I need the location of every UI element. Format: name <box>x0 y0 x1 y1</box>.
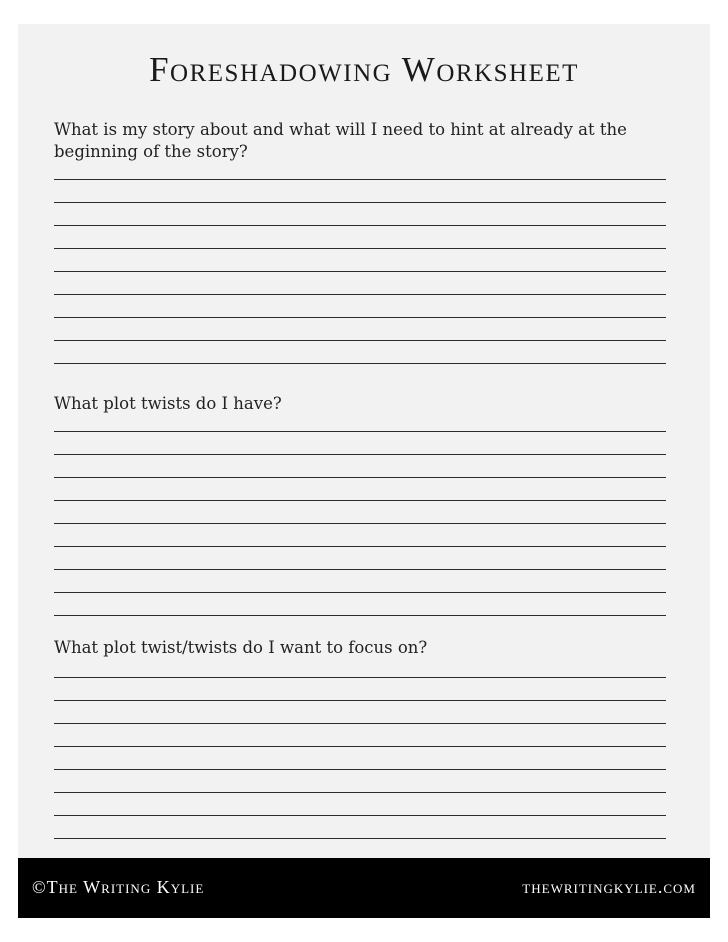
answer-line[interactable] <box>54 431 666 432</box>
answer-line[interactable] <box>54 454 666 455</box>
answer-line[interactable] <box>54 615 666 616</box>
footer-copyright: ©The Writing Kylie <box>32 877 205 897</box>
answer-line[interactable] <box>54 815 666 816</box>
worksheet-page <box>18 24 710 918</box>
answer-line[interactable] <box>54 592 666 593</box>
section-plot-twists <box>54 393 666 415</box>
answer-line[interactable] <box>54 179 666 180</box>
answer-line[interactable] <box>54 294 666 295</box>
answer-line[interactable] <box>54 838 666 839</box>
section-story-hints <box>54 119 666 163</box>
answer-line[interactable] <box>54 271 666 272</box>
answer-line[interactable] <box>54 500 666 501</box>
answer-line[interactable] <box>54 317 666 318</box>
answer-line[interactable] <box>54 723 666 724</box>
answer-line[interactable] <box>54 363 666 364</box>
answer-line[interactable] <box>54 202 666 203</box>
answer-line[interactable] <box>54 769 666 770</box>
answer-line[interactable] <box>54 477 666 478</box>
answer-line[interactable] <box>54 225 666 226</box>
answer-line[interactable] <box>54 546 666 547</box>
section-focus-twists <box>54 637 666 659</box>
answer-line[interactable] <box>54 677 666 678</box>
worksheet-title: Foreshadowing Worksheet <box>149 50 579 89</box>
answer-line[interactable] <box>54 700 666 701</box>
answer-line[interactable] <box>54 792 666 793</box>
question-focus-twists: What plot twist/twists do I want to focus on? <box>54 638 428 657</box>
footer-website-link[interactable]: thewritingkylie.com <box>522 877 696 897</box>
answer-line[interactable] <box>54 523 666 524</box>
answer-line[interactable] <box>54 746 666 747</box>
answer-line[interactable] <box>54 569 666 570</box>
answer-line[interactable] <box>54 340 666 341</box>
question-plot-twists: What plot twists do I have? <box>54 394 282 413</box>
answer-line[interactable] <box>54 248 666 249</box>
question-story-hints: What is my story about and what will I need to hint at already at the beginning of the story? <box>54 120 627 161</box>
footer-bar <box>18 858 710 918</box>
